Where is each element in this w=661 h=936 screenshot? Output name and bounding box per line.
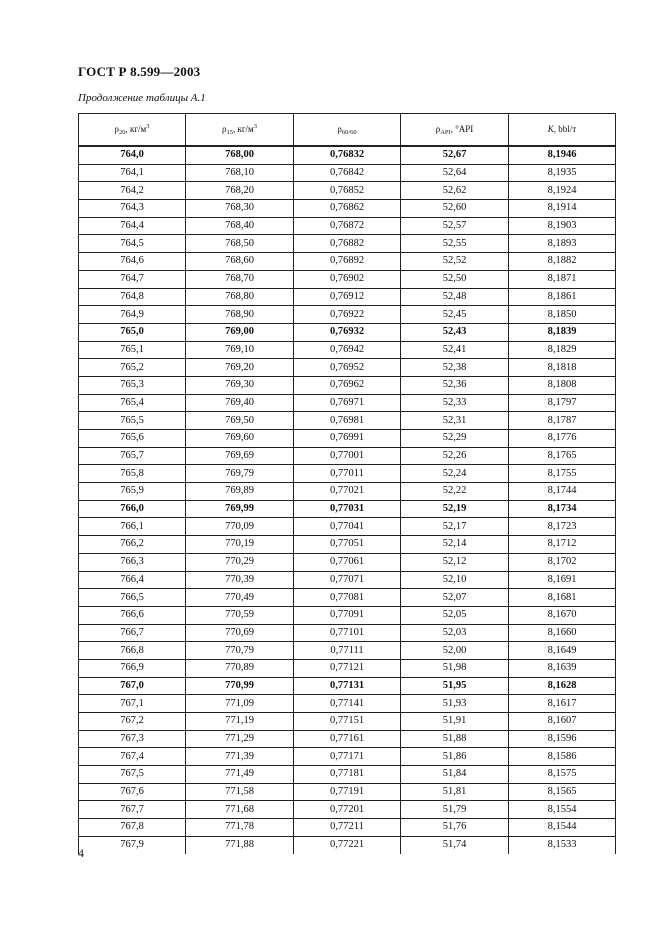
table-cell: 0,77161 [294,730,401,748]
table-cell: 52,67 [401,146,509,164]
table-row [79,642,616,660]
table-cell: 51,95 [401,677,509,695]
table-row [79,323,616,341]
table-cell: 51,74 [401,836,509,853]
table-cell: 770,59 [186,606,294,624]
table-cell: 0,76912 [294,288,401,306]
table-cell: 51,93 [401,695,509,713]
table-cell: 0,77021 [294,483,401,501]
header-symbol: ρ [221,124,227,134]
table-cell: 0,77181 [294,766,401,784]
table-cell: 768,10 [186,164,294,182]
table-cell: 766,1 [79,518,186,536]
table-cell: 769,50 [186,412,294,430]
table-cell: 0,76922 [294,306,401,324]
table-cell: 8,1861 [509,288,616,306]
table-cell: 8,1776 [509,430,616,448]
table-cell: 767,2 [79,713,186,731]
table-row [79,376,616,394]
table-cell: 766,9 [79,659,186,677]
table-cell: 0,77131 [294,677,401,695]
table-cell: 764,0 [79,146,186,164]
table-cell: 768,40 [186,217,294,235]
table-row [79,235,616,253]
column-header-4 [401,114,509,147]
table-cell: 769,10 [186,341,294,359]
table-cell: 769,40 [186,394,294,412]
header-symbol: ρ [337,124,342,134]
table-row [79,217,616,235]
document-title: ГОСТ Р 8.599—2003 [78,64,201,79]
table-cell: 768,80 [186,288,294,306]
table-cell: 766,4 [79,571,186,589]
table-cell: 52,41 [401,341,509,359]
table-cell: 8,1808 [509,376,616,394]
table-cell: 8,1829 [509,341,616,359]
table-cell: 52,60 [401,200,509,218]
table-cell: 52,00 [401,642,509,660]
table-cell: 0,77191 [294,783,401,801]
table-cell: 764,9 [79,306,186,324]
table-cell: 764,5 [79,235,186,253]
table-cell: 764,4 [79,217,186,235]
table-cell: 52,29 [401,430,509,448]
table-cell: 8,1639 [509,659,616,677]
table-row [79,695,616,713]
table-cell: 51,88 [401,730,509,748]
table-cell: 770,79 [186,642,294,660]
table-row [79,394,616,412]
table-cell: 764,6 [79,253,186,271]
table-cell: 0,76942 [294,341,401,359]
table-row [79,801,616,819]
table-cell: 52,50 [401,270,509,288]
table-cell: 8,1575 [509,766,616,784]
table-row [79,270,616,288]
table-cell: 8,1850 [509,306,616,324]
table-cell: 0,76882 [294,235,401,253]
table-cell: 0,77011 [294,465,401,483]
table-cell: 770,89 [186,659,294,677]
table-cell: 52,26 [401,447,509,465]
table-row [79,465,616,483]
table-row [79,359,616,377]
table-cell: 51,91 [401,713,509,731]
table-cell: 771,78 [186,819,294,837]
table-cell: 767,0 [79,677,186,695]
table-cell: 765,1 [79,341,186,359]
table-cell: 0,76872 [294,217,401,235]
table-cell: 52,64 [401,164,509,182]
table-cell: 766,6 [79,606,186,624]
table-row [79,553,616,571]
table-cell: 771,39 [186,748,294,766]
table-cell: 0,77041 [294,518,401,536]
table-cell: 770,69 [186,624,294,642]
table-cell: 8,1607 [509,713,616,731]
table-cell: 767,3 [79,730,186,748]
table-cell: 52,22 [401,483,509,501]
table-cell: 0,77071 [294,571,401,589]
table-cell: 51,86 [401,748,509,766]
table-cell: 52,38 [401,359,509,377]
table-cell: 8,1565 [509,783,616,801]
header-symbol: K [547,124,554,134]
table-row [79,659,616,677]
table-cell: 771,49 [186,766,294,784]
table-cell: 8,1723 [509,518,616,536]
table-cell: 8,1628 [509,677,616,695]
table-cell: 0,76892 [294,253,401,271]
table-cell: 0,77091 [294,606,401,624]
table-cell: 51,81 [401,783,509,801]
table-cell: 52,43 [401,323,509,341]
table-cell: 52,24 [401,465,509,483]
table-cell: 8,1617 [509,695,616,713]
table-cell: 8,1797 [509,394,616,412]
table-cell: 0,77201 [294,801,401,819]
table-row [79,677,616,695]
table-cell: 767,9 [79,836,186,853]
table-cell: 771,19 [186,713,294,731]
table-cell: 52,03 [401,624,509,642]
table-cell: 765,8 [79,465,186,483]
table-cell: 52,07 [401,589,509,607]
table-cell: 8,1712 [509,536,616,554]
column-header-3 [294,114,401,147]
table-cell: 770,39 [186,571,294,589]
table-cell: 52,45 [401,306,509,324]
table-cell: 766,0 [79,500,186,518]
table-cell: 0,77081 [294,589,401,607]
table-cell: 51,84 [401,766,509,784]
table-cell: 0,76952 [294,359,401,377]
table-cell: 52,12 [401,553,509,571]
table-cell: 8,1702 [509,553,616,571]
table-cell: 0,77171 [294,748,401,766]
table-row [79,518,616,536]
table-cell: 764,7 [79,270,186,288]
table-cell: 0,76832 [294,146,401,164]
table-cell: 52,57 [401,217,509,235]
table-cell: 768,90 [186,306,294,324]
table-cell: 765,2 [79,359,186,377]
page-number: 4 [78,846,84,860]
table-cell: 768,20 [186,182,294,200]
table-cell: 0,77221 [294,836,401,853]
header-symbol: ρ [114,124,119,134]
table-cell: 0,77031 [294,500,401,518]
table-cell: 52,62 [401,182,509,200]
header-unit: , °API [450,124,474,134]
table-cell: 0,76971 [294,394,401,412]
table-cell: 771,29 [186,730,294,748]
table-cell: 52,14 [401,536,509,554]
table-cell: 8,1649 [509,642,616,660]
header-unit: , bbl/т [553,124,577,134]
table-row [79,783,616,801]
table-cell: 51,98 [401,659,509,677]
header-unit: , кг/м [125,124,147,134]
table-cell: 0,76842 [294,164,401,182]
table-cell: 766,3 [79,553,186,571]
table-cell: 52,36 [401,376,509,394]
table-cell: 8,1882 [509,253,616,271]
table-cell: 770,09 [186,518,294,536]
table-cell: 765,7 [79,447,186,465]
table-cell: 765,4 [79,394,186,412]
table-cell: 8,1765 [509,447,616,465]
table-cell: 52,10 [401,571,509,589]
table-cell: 8,1681 [509,589,616,607]
table-row [79,713,616,731]
table-cell: 8,1670 [509,606,616,624]
table-cell: 51,79 [401,801,509,819]
table-cell: 52,52 [401,253,509,271]
header-symbol: ρ [435,124,441,134]
table-row [79,500,616,518]
table-cell: 769,60 [186,430,294,448]
table-cell: 767,7 [79,801,186,819]
table-row [79,306,616,324]
table-cell: 8,1691 [509,571,616,589]
density-table [78,113,616,854]
table-cell: 8,1818 [509,359,616,377]
table-row [79,430,616,448]
table-cell: 0,77051 [294,536,401,554]
table-cell: 765,6 [79,430,186,448]
table-cell: 768,70 [186,270,294,288]
table-cell: 766,5 [79,589,186,607]
table-cell: 8,1893 [509,235,616,253]
table-cell: 8,1914 [509,200,616,218]
table-row [79,766,616,784]
table-cell: 8,1903 [509,217,616,235]
table-cell: 768,60 [186,253,294,271]
table-cell: 51,76 [401,819,509,837]
table-cell: 771,68 [186,801,294,819]
table-cell: 770,19 [186,536,294,554]
table-cell: 8,1533 [509,836,616,853]
table-cell: 0,77061 [294,553,401,571]
table-cell: 770,29 [186,553,294,571]
header-sub: 15 [226,129,233,136]
table-cell: 765,9 [79,483,186,501]
table-cell: 766,8 [79,642,186,660]
table-cell: 0,77101 [294,624,401,642]
table-cell: 766,2 [79,536,186,554]
table-cell: 0,77121 [294,659,401,677]
table-cell: 767,4 [79,748,186,766]
table-cell: 765,5 [79,412,186,430]
table-cell: 0,76981 [294,412,401,430]
table-cell: 771,88 [186,836,294,853]
table-cell: 52,17 [401,518,509,536]
table-row [79,748,616,766]
table-row [79,412,616,430]
table-cell: 769,79 [186,465,294,483]
header-sub: API [440,129,451,136]
table-cell: 769,30 [186,376,294,394]
table-cell: 0,76862 [294,200,401,218]
table-row [79,341,616,359]
table-cell: 767,1 [79,695,186,713]
table-row [79,536,616,554]
table-cell: 8,1787 [509,412,616,430]
table-row [79,164,616,182]
table-row [79,836,616,853]
table-cell: 0,77111 [294,642,401,660]
table-header-row [79,114,616,147]
table-cell: 52,19 [401,500,509,518]
table-cell: 8,1586 [509,748,616,766]
table-cell: 8,1544 [509,819,616,837]
table-cell: 52,05 [401,606,509,624]
table-row [79,571,616,589]
header-sup: 3 [146,123,150,130]
table-row [79,447,616,465]
table-row [79,182,616,200]
table-row [79,253,616,271]
table-cell: 52,55 [401,235,509,253]
table-caption: Продолжение таблицы А.1 [78,92,206,104]
table-cell: 770,99 [186,677,294,695]
table-cell: 52,48 [401,288,509,306]
table-cell: 8,1734 [509,500,616,518]
table-cell: 8,1596 [509,730,616,748]
table-cell: 764,3 [79,200,186,218]
table-row [79,606,616,624]
header-sup: 3 [253,123,257,130]
column-header-1 [79,114,186,147]
table-row [79,483,616,501]
table-cell: 0,77151 [294,713,401,731]
table-cell: 766,7 [79,624,186,642]
table-cell: 8,1554 [509,801,616,819]
table-cell: 768,00 [186,146,294,164]
table-row [79,146,616,164]
table-cell: 0,76932 [294,323,401,341]
table-cell: 8,1660 [509,624,616,642]
header-sub: 60/60 [341,129,357,136]
table-cell: 769,69 [186,447,294,465]
column-header-5 [509,114,616,147]
header-unit: , кг/м [232,124,254,134]
table-cell: 0,76962 [294,376,401,394]
table-cell: 8,1935 [509,164,616,182]
table-cell: 0,77211 [294,819,401,837]
table-cell: 52,33 [401,394,509,412]
table-cell: 769,20 [186,359,294,377]
table-cell: 8,1946 [509,146,616,164]
column-header-2 [186,114,294,147]
table-row [79,200,616,218]
table-cell: 765,0 [79,323,186,341]
table-cell: 767,5 [79,766,186,784]
table-cell: 8,1839 [509,323,616,341]
table-cell: 769,00 [186,323,294,341]
table-cell: 764,8 [79,288,186,306]
table-cell: 769,89 [186,483,294,501]
table-row [79,819,616,837]
table-row [79,288,616,306]
table-cell: 8,1871 [509,270,616,288]
table-cell: 0,76991 [294,430,401,448]
table-cell: 8,1744 [509,483,616,501]
table-cell: 0,76852 [294,182,401,200]
table-cell: 52,31 [401,412,509,430]
table-cell: 767,6 [79,783,186,801]
table-cell: 0,76902 [294,270,401,288]
table-cell: 770,49 [186,589,294,607]
table-cell: 0,77001 [294,447,401,465]
table-cell: 8,1755 [509,465,616,483]
table-row [79,730,616,748]
table-cell: 768,30 [186,200,294,218]
table-row [79,624,616,642]
table-cell: 769,99 [186,500,294,518]
table-cell: 764,1 [79,164,186,182]
table-cell: 765,3 [79,376,186,394]
table-cell: 767,8 [79,819,186,837]
table-cell: 768,50 [186,235,294,253]
table-cell: 771,09 [186,695,294,713]
table-cell: 771,58 [186,783,294,801]
table-body [79,146,616,854]
table-cell: 764,2 [79,182,186,200]
table-row [79,589,616,607]
table-cell: 0,77141 [294,695,401,713]
table-cell: 8,1924 [509,182,616,200]
header-sub: 20 [118,129,126,136]
